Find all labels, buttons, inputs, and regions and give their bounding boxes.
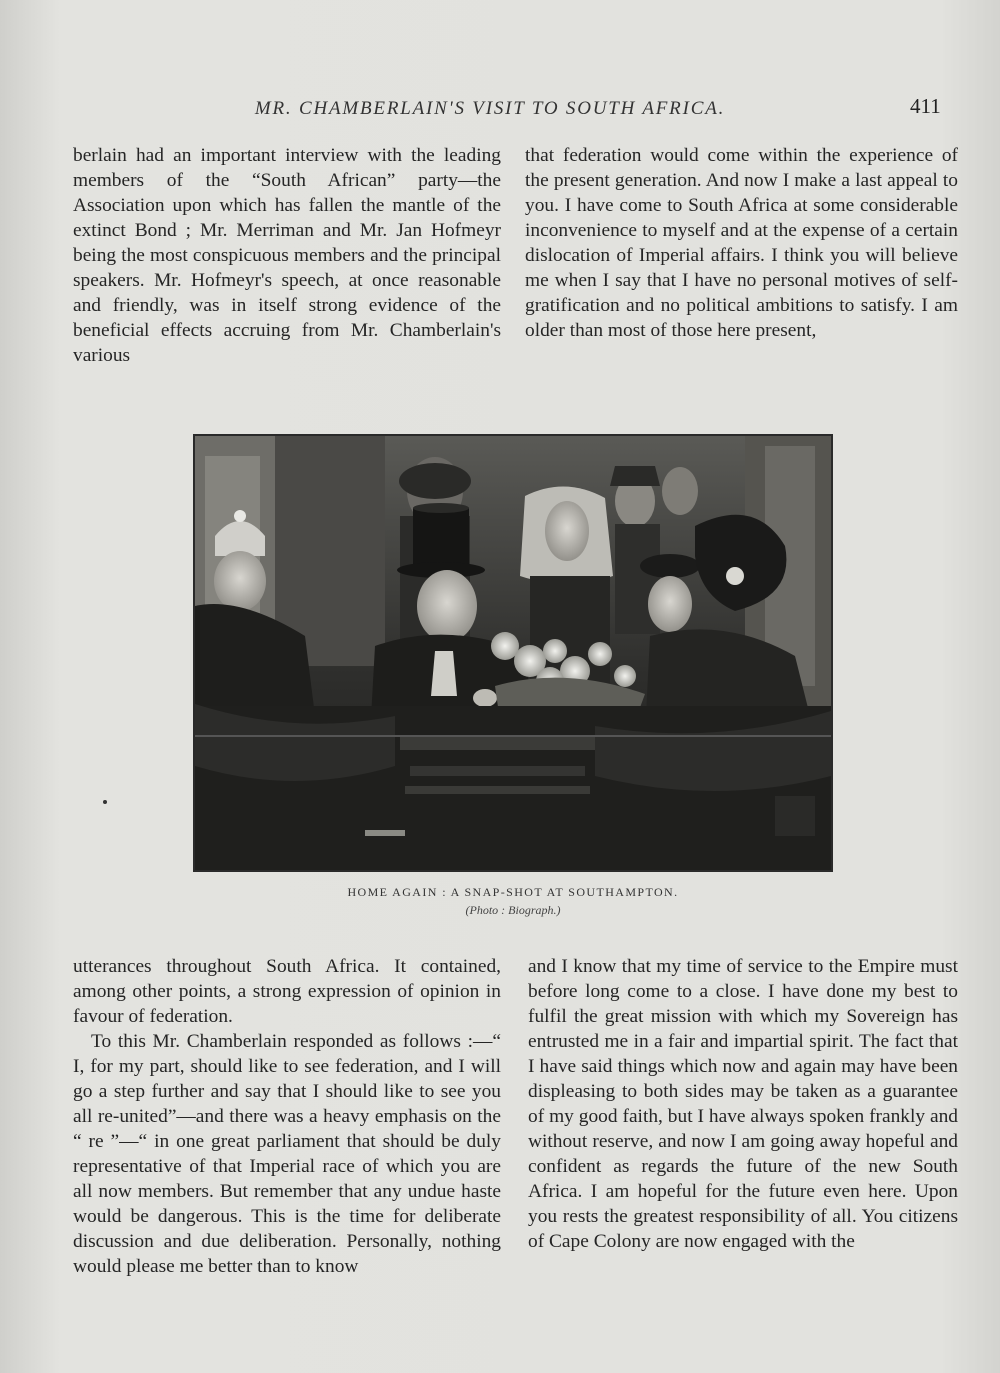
paragraph: that federation would come within the experience of the present generation. And now I make a last appeal to you. I have come to South Africa at some considerable inconvenience to myself and at the expense of a certain dislocation of Imperial affairs. I think you will believe me when I say that I have no personal motives of self-gratification and no political ambitions to satisfy. I am older than most of those here present, bbox=[525, 145, 958, 341]
upper-right-column bbox=[525, 143, 958, 343]
paragraph: and I know that my time of service to the Empire must before long come to a close. I have done my best to fulfil the great mission with which my Sovereign has entrusted me in a fair and impartial spirit. The fact that I have said things which now and again may have been displeasing to both sides may be taken as a guarantee of my good faith, but I have always spoken frankly and without reserve, and now I am going away hopeful and confident as regards the future of the new South Africa. I am hopeful for the future even here. Upon you rests the greatest responsibility of all. You citizens of Cape Colony are now engaged with the bbox=[528, 956, 958, 1252]
upper-left-column bbox=[73, 143, 501, 368]
paragraph: berlain had an important interview with the leading members of the “South African” party—the Association upon which has fallen the mantle of the extinct Bond ; Mr. Merriman and Mr. Jan Hofmeyr being the most conspicuous members and the principal speakers. Mr. Hofmeyr's speech, at once reasonable and friendly, was in itself strong evidence of the beneficial effects accruing from Mr. Chamberlain's various bbox=[73, 145, 501, 366]
lower-left-column bbox=[73, 954, 501, 1279]
photograph bbox=[193, 434, 833, 872]
page-number: 411 bbox=[910, 94, 941, 118]
figure-caption: HOME AGAIN : A SNAP-SHOT AT SOUTHAMPTON. bbox=[347, 885, 679, 899]
paragraph: To this Mr. Chamberlain responded as follows :—“ I, for my part, should like to see federation, and I will go a step further and say that I should like to see you all re-united”—and there was a heavy emphasis on the “ re ”—“ in one great parliament that should be duly representative of that Imperial race of which you are all now members. But remember that any undue haste would be dangerous. This is the time for deliberate discussion and due deliberation. Personally, nothing would please me better than to know bbox=[73, 1031, 501, 1277]
photo-credit: (Photo : Biograph.) bbox=[465, 903, 561, 917]
running-title: MR. CHAMBERLAIN'S VISIT TO SOUTH AFRICA. bbox=[254, 98, 726, 119]
print-speck bbox=[103, 800, 107, 804]
lower-right-column bbox=[528, 954, 958, 1254]
photograph-illustration bbox=[195, 436, 831, 870]
paragraph: utterances throughout South Africa. It contained, among other points, a strong expression of opinion in favour of federation. bbox=[73, 956, 501, 1027]
